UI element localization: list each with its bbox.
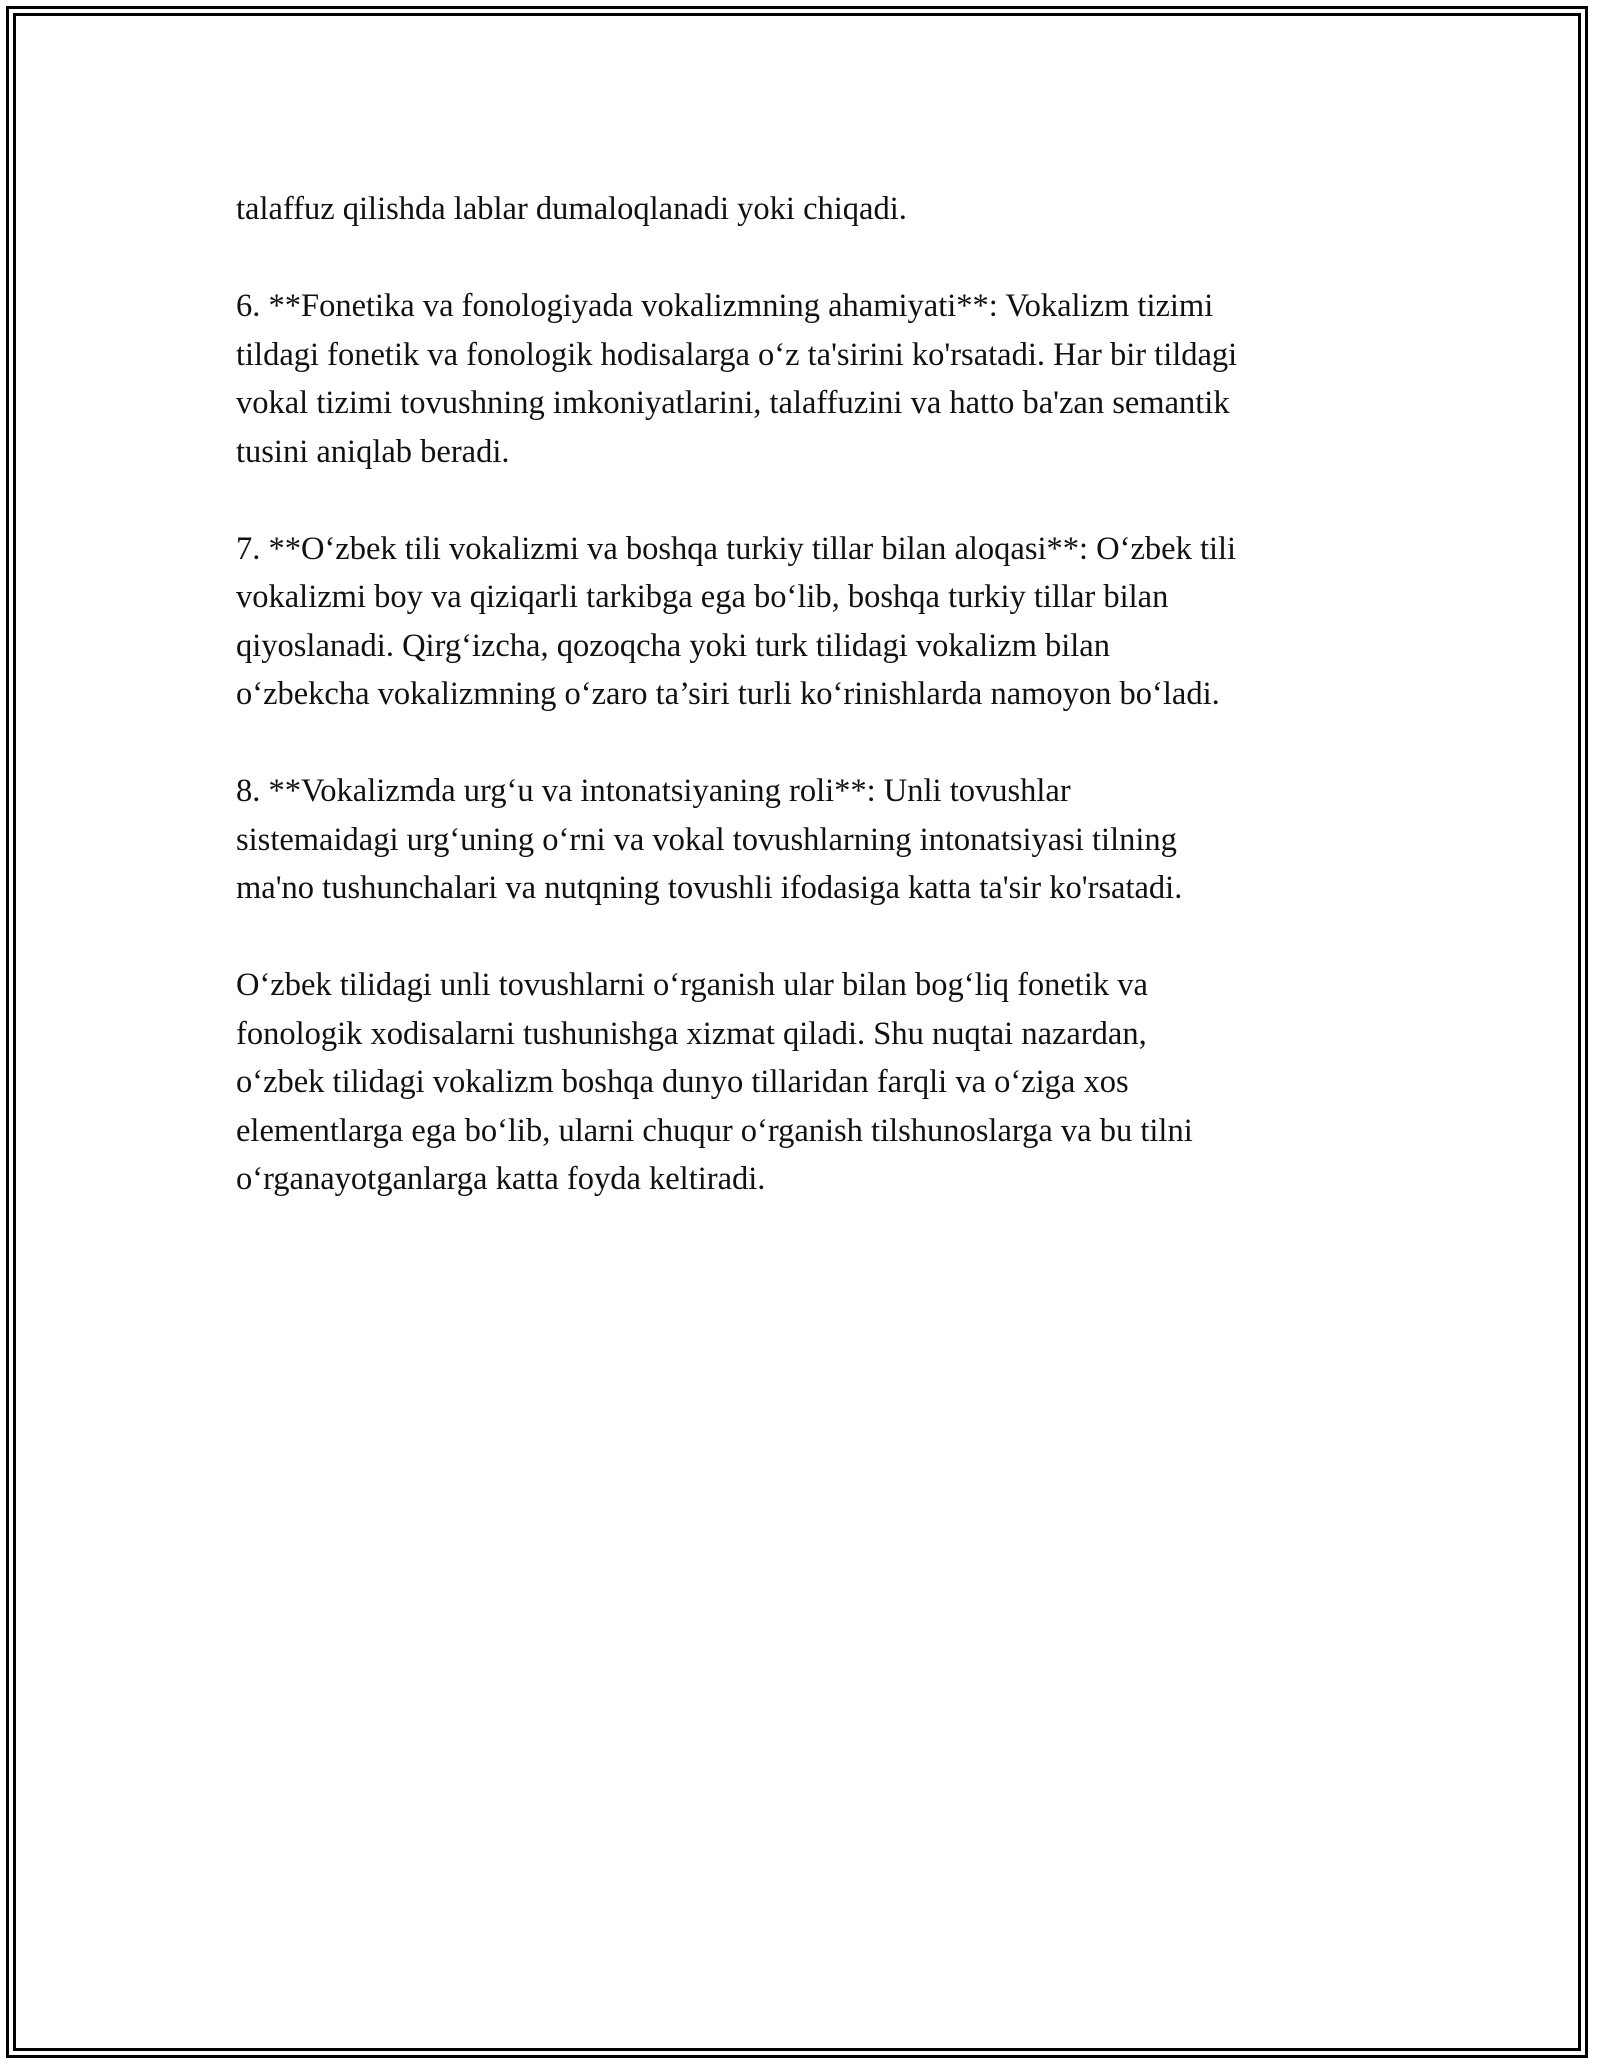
text-line: tusini aniqlab beradi.: [236, 433, 510, 470]
text-line: elementlarga ega bo‘lib, ularni chuqur o‘rganish tilshunoslarga va bu tilni: [236, 1112, 1193, 1149]
text-line: o‘zbek tilidagi vokalizm boshqa dunyo tillaridan farqli va o‘ziga xos: [236, 1064, 1129, 1100]
text-line: vokal tizimi tovushning imkoniyatlarini, talaffuzini va hatto ba'zan semantik: [236, 385, 1230, 421]
text-line: 8. **Vokalizmda urg‘u va intonatsiyaning roli**: Unli tovushlar: [236, 773, 1071, 809]
text-line: vokalizmi boy va qiziqarli tarkibga ega bo‘lib, boshqa turkiy tillar bilan: [236, 579, 1169, 615]
text-line: o‘rganayotganlarga katta foyda keltiradi.: [236, 1161, 766, 1197]
paragraph-item-6: [236, 282, 1376, 476]
text-line: 6. **Fonetika va fonologiyada vokalizmning ahamiyati**: Vokalizm tizimi: [236, 288, 1214, 324]
text-line: sistemaidagi urg‘uning o‘rni va vokal tovushlarning intonatsiyasi tilning: [236, 821, 1177, 858]
text-line: qiyoslanadi. Qirg‘izcha, qozoqcha yoki turk tilidagi vokalizm bilan: [236, 627, 1110, 664]
text-line: talaffuz qilishda lablar dumaloqlanadi yoki chiqadi.: [236, 191, 907, 227]
text-line: ma'no tushunchalari va nutqning tovushli ifodasiga katta ta'sir ko'rsatadi.: [236, 870, 1183, 906]
paragraph-lip-rounding: [236, 185, 1376, 234]
paragraph-item-7: [236, 525, 1376, 719]
document-body: [236, 185, 1376, 1252]
paragraph-conclusion: [236, 961, 1376, 1204]
text-line: tildagi fonetik va fonologik hodisalarga o‘z ta'sirini ko'rsatadi. Har bir tildagi: [236, 336, 1238, 373]
paragraph-item-8: [236, 767, 1376, 913]
text-line: fonologik xodisalarni tushunishga xizmat qiladi. Shu nuqtai nazardan,: [236, 1015, 1147, 1052]
text-line: O‘zbek tilidagi unli tovushlarni o‘rganish ular bilan bog‘liq fonetik va: [236, 967, 1148, 1003]
text-line: 7. **O‘zbek tili vokalizmi va boshqa turkiy tillar bilan aloqasi**: O‘zbek tili: [236, 530, 1237, 567]
text-line: o‘zbekcha vokalizmning o‘zaro ta’siri turli ko‘rinishlarda namoyon bo‘ladi.: [236, 676, 1220, 712]
